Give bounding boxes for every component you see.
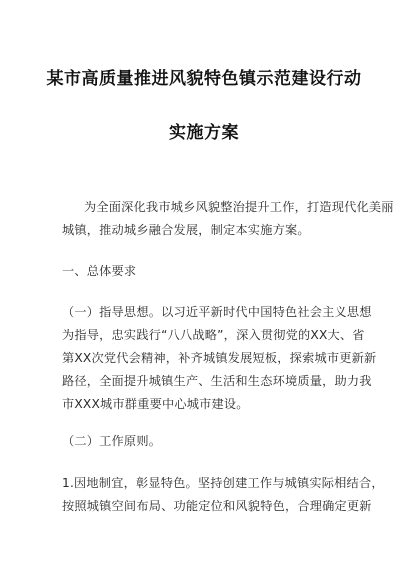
guiding-ideology-line-1: （一）指导思想。以习近平新时代中国特色社会主义思想 [62, 305, 372, 319]
section-heading-work-principles: （二）工作原则。 [62, 434, 162, 448]
intro-paragraph-line-2: 城镇，推动城乡融合发展，制定本实施方案。 [62, 223, 310, 237]
section-heading-general-requirements: 一、总体要求 [62, 264, 137, 278]
principle-1-line-2: 按照城镇空间布局、功能定位和风貌特色，合理确定更新 [62, 499, 372, 513]
document-title-line-1: 某市高质量推进风貌特色镇示范建设行动 [46, 69, 362, 89]
guiding-ideology-line-5: 市XXX城市群重要中心城市建设。 [62, 397, 249, 411]
document-title-line-2: 实施方案 [169, 123, 239, 143]
guiding-ideology-line-4: 路径，全面提升城镇生产、生活和生态环境质量，助力我 [62, 374, 372, 388]
intro-paragraph-line-1: 为全面深化我市城乡风貌整治提升工作，打造现代化美丽 [84, 200, 394, 214]
principle-1-line-1: 1.因地制宜，彰显特色。坚持创建工作与城镇实际相结合， [62, 476, 384, 490]
guiding-ideology-line-2: 为指导，忠实践行“八八战略”，深入贯彻党的XX大、省 [62, 328, 365, 342]
guiding-ideology-line-3: 第XX次党代会精神，补齐城镇发展短板，探索城市更新新 [62, 351, 377, 365]
